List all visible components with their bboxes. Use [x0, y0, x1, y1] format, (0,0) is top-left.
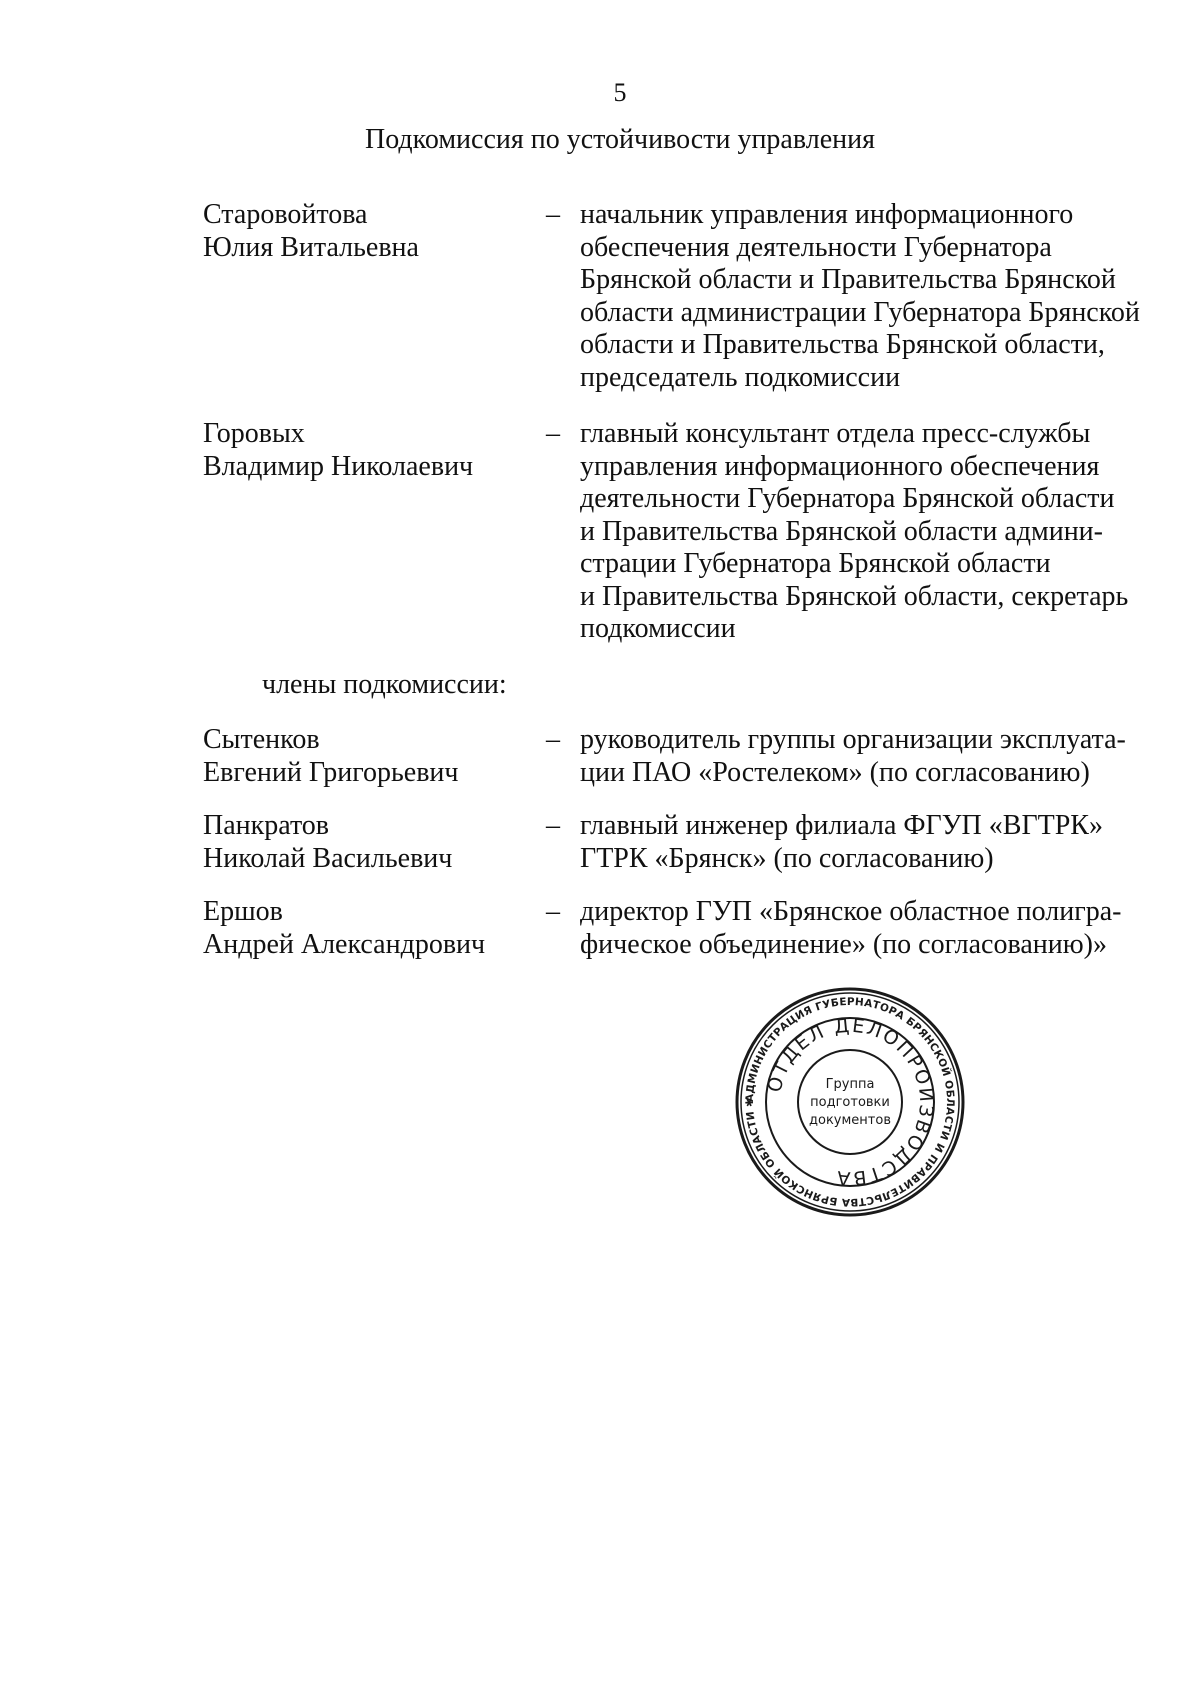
role-line: ции ПАО «Ростелеком» (по согласованию) — [580, 756, 1090, 788]
member-given-names: Юлия Витальевна — [203, 231, 419, 263]
stamp-ring-text: ОТДЕЛ ДЕЛОПРОИЗВОДСТВА — [763, 1014, 938, 1190]
member-surname: Сытенков — [203, 724, 320, 755]
role-line: подкомиссии — [580, 613, 736, 644]
member-given-names: Владимир Николаевич — [203, 450, 474, 482]
role-line: руководитель группы организации эксплуата- — [580, 724, 1126, 755]
member-name — [203, 896, 533, 961]
member-role — [580, 896, 1165, 961]
member-role — [580, 724, 1165, 789]
official-stamp — [732, 984, 968, 1220]
member-surname: Горовых — [203, 418, 305, 449]
member-role — [580, 810, 1165, 875]
stamp-center-line: подготовки — [810, 1095, 890, 1110]
members-heading: члены подкомиссии: — [262, 669, 507, 700]
member-given-names: Николай Васильевич — [203, 842, 453, 874]
section-title: Подкомиссия по устойчивости управления — [365, 124, 875, 155]
member-surname: Панкратов — [203, 810, 330, 841]
role-line: и Правительства Брянской области админи- — [580, 515, 1103, 547]
role-line: фическое объединение» (по согласованию)» — [580, 928, 1107, 960]
dash-separator: – — [546, 418, 560, 449]
member-surname: Старовойтова — [203, 199, 368, 230]
role-line: начальник управления информационного — [580, 199, 1074, 230]
role-line: директор ГУП «Брянское областное полигра- — [580, 896, 1122, 927]
role-line: Брянской области и Правительства Брянской — [580, 264, 1116, 295]
role-line: председатель подкомиссии — [580, 361, 901, 393]
dash-separator: – — [546, 896, 560, 927]
dash-separator: – — [546, 199, 560, 230]
member-name — [203, 724, 533, 789]
member-name — [203, 418, 533, 483]
role-line: ГТРК «Брянск» (по согласованию) — [580, 842, 994, 874]
role-line: области администрации Губернатора Брянской — [580, 296, 1140, 328]
role-line: обеспечения деятельности Губернатора — [580, 231, 1052, 263]
role-line: страции Губернатора Брянской области — [580, 548, 1051, 579]
member-role — [580, 418, 1165, 646]
role-line: области и Правительства Брянской области, — [580, 329, 1105, 360]
role-line: деятельности Губернатора Брянской области — [580, 483, 1115, 514]
member-given-names: Евгений Григорьевич — [203, 756, 459, 788]
member-name — [203, 199, 533, 264]
dash-separator: – — [546, 724, 560, 755]
member-given-names: Андрей Александрович — [203, 928, 486, 960]
member-role — [580, 199, 1165, 394]
stamp-seal-icon — [732, 984, 968, 1220]
stamp-outer-text: АДМИНИСТРАЦИЯ ГУБЕРНАТОРА БРЯНСКОЙ ОБЛАСТИ И ПРАВИТЕЛЬСТВА БРЯНСКОЙ ОБЛАСТИ ✱ — [743, 995, 957, 1209]
role-line: и Правительства Брянской области, секретарь — [580, 580, 1129, 612]
stamp-center-line: Группа — [825, 1077, 875, 1092]
dash-separator: – — [546, 810, 560, 841]
member-name — [203, 810, 533, 875]
role-line: главный инженер филиала ФГУП «ВГТРК» — [580, 810, 1103, 841]
stamp-center-line: документов — [809, 1113, 891, 1128]
role-line: главный консультант отдела пресс-службы — [580, 418, 1091, 449]
member-surname: Ершов — [203, 896, 283, 927]
page-number: 5 — [613, 78, 627, 107]
role-line: управления информационного обеспечения — [580, 450, 1100, 482]
